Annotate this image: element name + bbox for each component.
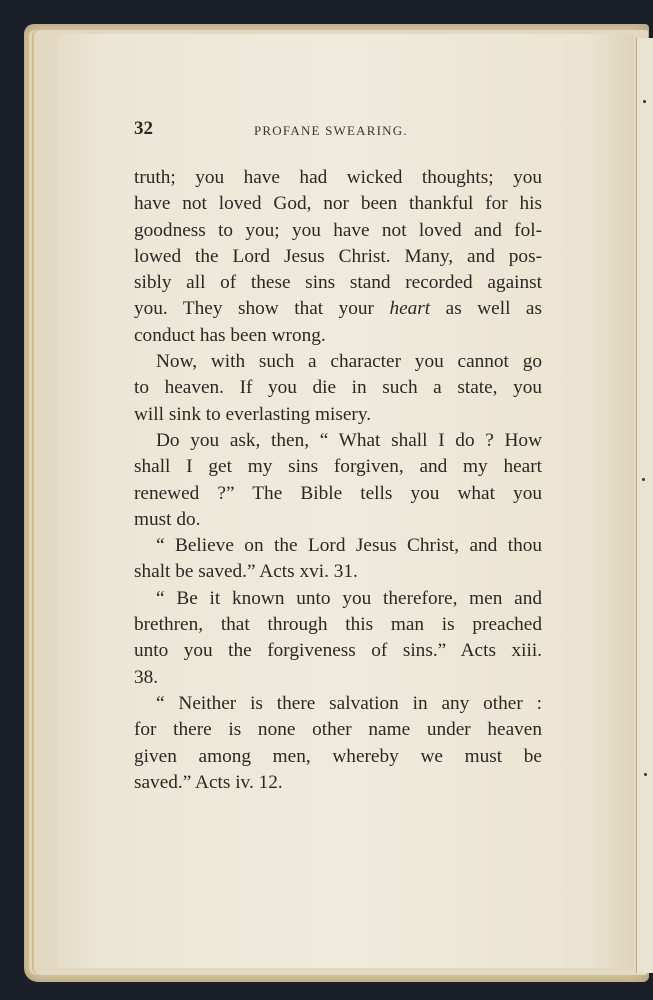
text-line: will sink to everlasting misery. <box>134 403 372 425</box>
text-line: unto you the forgiveness of sins.” Acts xiii. <box>134 640 542 662</box>
page-number: 32 <box>134 118 153 139</box>
text-line: “ Neither is there salvation in any other : <box>156 692 542 714</box>
text-line: must do. <box>134 508 201 530</box>
page-text <box>134 118 542 796</box>
text-line: goodness to you; you have not loved and fol- <box>134 219 542 241</box>
text-line: “ Believe on the Lord Jesus Christ, and thou <box>156 535 542 557</box>
body-text <box>134 165 542 796</box>
text-segment: as well as <box>445 298 542 320</box>
text-line: truth; you have had wicked thoughts; you <box>134 167 542 188</box>
facing-page-edge <box>636 38 653 973</box>
gutter-mark <box>644 773 647 776</box>
text-line: have not loved God, nor been thankful for his <box>134 193 542 215</box>
emphasis-word: heart <box>389 298 431 320</box>
text-line: Now, with such a character you cannot go <box>156 351 542 373</box>
text-line: shalt be saved.” Acts xvi. 31. <box>134 561 358 583</box>
text-line: “ Be it known unto you therefore, men and <box>156 587 542 609</box>
text-line: Do you ask, then, “ What shall I do ? How <box>156 429 542 451</box>
text-line: sibly all of these sins stand recorded against <box>134 272 542 294</box>
running-head <box>134 118 542 146</box>
gutter-mark <box>642 478 645 481</box>
text-line: brethren, that through this man is preached <box>134 614 542 636</box>
text-line: saved.” Acts iv. 12. <box>134 771 283 793</box>
text-line <box>134 296 542 322</box>
text-segment: you. They show that your <box>134 298 374 320</box>
text-line: renewed ?” The Bible tells you what you <box>134 482 542 504</box>
text-line: given among men, whereby we must be <box>134 745 542 767</box>
running-title: PROFANE SWEARING. <box>254 123 408 138</box>
gutter-mark <box>643 100 646 103</box>
text-line: lowed the Lord Jesus Christ. Many, and pos- <box>134 245 542 267</box>
text-line: shall I get my sins forgiven, and my heart <box>134 456 542 478</box>
text-line: 38. <box>134 666 159 688</box>
text-line: conduct has been wrong. <box>134 324 326 346</box>
text-line: for there is none other name under heaven <box>134 719 542 741</box>
text-line: to heaven. If you die in such a state, you <box>134 377 542 399</box>
